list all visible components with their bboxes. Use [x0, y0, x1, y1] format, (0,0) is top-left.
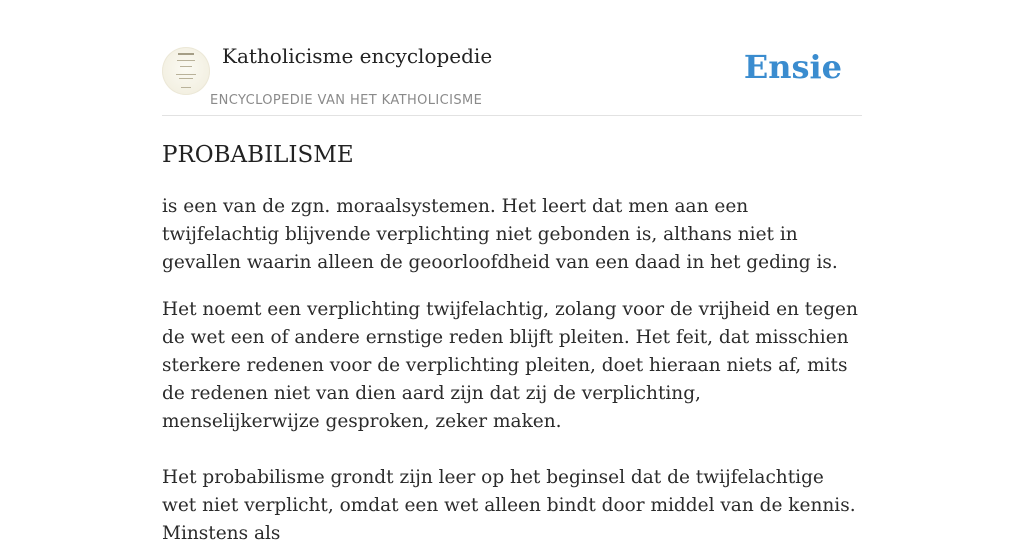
encyclopedia-subtitle: ENCYCLOPEDIE VAN HET KATHOLICISME [210, 93, 483, 108]
entry-title: PROBABILISME [162, 142, 354, 168]
content-container [162, 0, 862, 548]
encyclopedia-title[interactable]: Katholicisme encyclopedie [222, 44, 493, 68]
site-header [162, 0, 862, 116]
encyclopedia-cover-icon[interactable] [162, 47, 210, 95]
ensie-logo-link[interactable]: Ensie [743, 48, 842, 86]
entry-paragraph: is een van de zgn. moraalsystemen. Het leert dat men aan een twijfelachtig blijvende verplichting niet gebonden is, althans niet in gevallen waarin alleen de geoorloofdheid van een daad in het geding is. [162, 196, 838, 273]
entry-paragraph: Het probabilisme grondt zijn leer op het beginsel dat de twijfelachtige wet niet verplicht, omdat een wet alleen bindt door middel van de kennis. Minstens als [162, 467, 856, 544]
entry-paragraph: Het noemt een verplichting twijfelachtig, zolang voor de vrijheid en tegen de wet een of andere ernstige reden blijft pleiten. Het feit, dat misschien sterkere redenen voor de verplichting pleiten, doet hieraan niets af, mits de redenen niet van dien aard zijn dat zij de verplichting, menselijkerwijze gesproken, zeker maken. [162, 299, 858, 432]
